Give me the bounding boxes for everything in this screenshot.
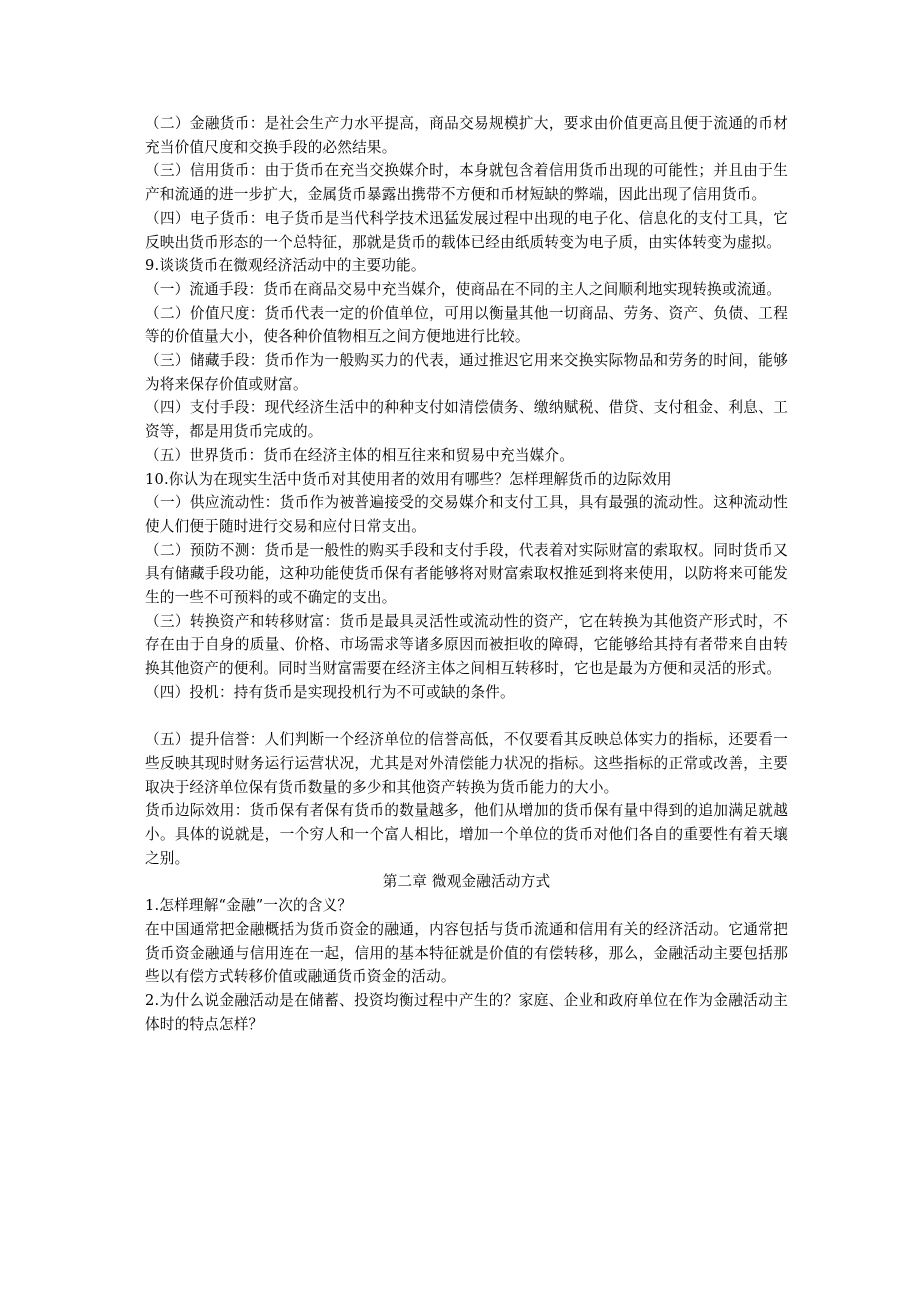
paragraph-finance-meaning: 在中国通常把金融概括为货币资金的融通，内容包括与货币流通和信用有关的经济活动。它通常把货币资金融通与信用连在一起，信用的基本特征就是价值的有偿转移，那么，金融活动主要包括那些以有偿方式转移价值或融通货币资金的活动。 bbox=[145, 920, 788, 986]
blank-line bbox=[145, 705, 788, 729]
question-10: 10.你认为在现实生活中货币对其使用者的效用有哪些？怎样理解货币的边际效用 bbox=[145, 470, 672, 488]
paragraph-speculation: （四）投机：持有货币是实现投机行为不可或缺的条件。 bbox=[145, 683, 515, 701]
chapter-heading: 第二章 微观金融活动方式 bbox=[382, 873, 551, 891]
paragraph-circulation-means: （一）流通手段：货币在商品交易中充当媒介，使商品在不同的主人之间顺利地实现转换或流通。 bbox=[145, 280, 782, 298]
paragraph-electronic-money: （四）电子货币：电子货币是当代科学技术迅猛发展过程中出现的电子化、信息化的支付工具，它反映出货币形态的一个总特征，那就是货币的载体已经由纸质转变为电子质，由实体转变为虚拟。 bbox=[145, 209, 788, 251]
paragraph-precaution: （二）预防不测：货币是一般性的购买手段和支付手段，代表着对实际财富的索取权。同时货币又具有储藏手段功能，这种功能使货币保有者能够将对财富索取权推延到将来使用，以防将来可能发生的一些不可预料的或不确定的支出。 bbox=[145, 541, 788, 607]
paragraph-world-money: （五）世界货币：货币在经济主体的相互往来和贸易中充当媒介。 bbox=[145, 446, 575, 464]
paragraph-value-measure: （二）价值尺度：货币代表一定的价值单位，可用以衡量其他一切商品、劳务、资产、负债、工程等的价值量大小，使各种价值物相互之间方便地进行比较。 bbox=[145, 304, 788, 346]
paragraph-asset-conversion: （三）转换资产和转移财富：货币是最具灵活性或流动性的资产，它在转换为其他资产形式时，不存在由于自身的质量、价格、市场需求等诸多原因而被拒收的障碍，它能够给其持有者带来自由转换其他资产的便利。同时当财富需要在经济主体之间相互转移时，它也是最为方便和灵活的形式。 bbox=[145, 612, 788, 678]
question-9: 9.谈谈货币在微观经济活动中的主要功能。 bbox=[145, 257, 426, 275]
chapter2-question-1: 1.怎样理解“金融”一次的含义？ bbox=[145, 897, 353, 915]
paragraph-reputation: （五）提升信誉：人们判断一个经济单位的信誉高低，不仅要看其反映总体实力的指标，还要看一些反映其现时财务运行运营状况，尤其是对外清偿能力状况的指标。这些指标的正常或改善，主要取决于经济单位保有货币数量的多少和其他资产转换为货币能力的大小。 bbox=[145, 731, 788, 796]
paragraph-means-of-payment: （四）支付手段：现代经济生活中的种种支付如清偿债务、缴纳赋税、借贷、支付租金、利息、工资等，都是用货币完成的。 bbox=[145, 399, 788, 441]
paragraph-marginal-utility: 货币边际效用：货币保有者保有货币的数量越多，他们从增加的货币保有量中得到的追加满足就越小。具体的说就是，一个穷人和一个富人相比，增加一个单位的货币对他们各自的重要性有着天壤之别。 bbox=[145, 802, 788, 867]
chapter2-question-2: 2.为什么说金融活动是在储蓄、投资均衡过程中产生的？家庭、企业和政府单位在作为金融活动主体时的特点怎样？ bbox=[145, 992, 788, 1033]
paragraph-financial-money: （二）金融货币：是社会生产力水平提高，商品交易规模扩大，要求由价值更高且便于流通的币材充当价值尺度和交换手段的必然结果。 bbox=[145, 115, 788, 156]
paragraph-liquidity: （一）供应流动性：货币作为被普遍接受的交易媒介和支付工具，具有最强的流动性。这种流动性使人们便于随时进行交易和应付日常支出。 bbox=[145, 494, 788, 535]
document-body bbox=[145, 112, 788, 1036]
paragraph-store-of-value: （三）储藏手段：货币作为一般购买力的代表，通过推迟它用来交换实际物品和劳务的时间，能够为将来保存价值或财富。 bbox=[145, 352, 788, 393]
paragraph-credit-money: （三）信用货币：由于货币在充当交换媒介时，本身就包含着信用货币出现的可能性；并且由于生产和流通的进一步扩大，金属货币暴露出携带不方便和币材短缺的弊端，因此出现了信用货币。 bbox=[145, 162, 788, 204]
